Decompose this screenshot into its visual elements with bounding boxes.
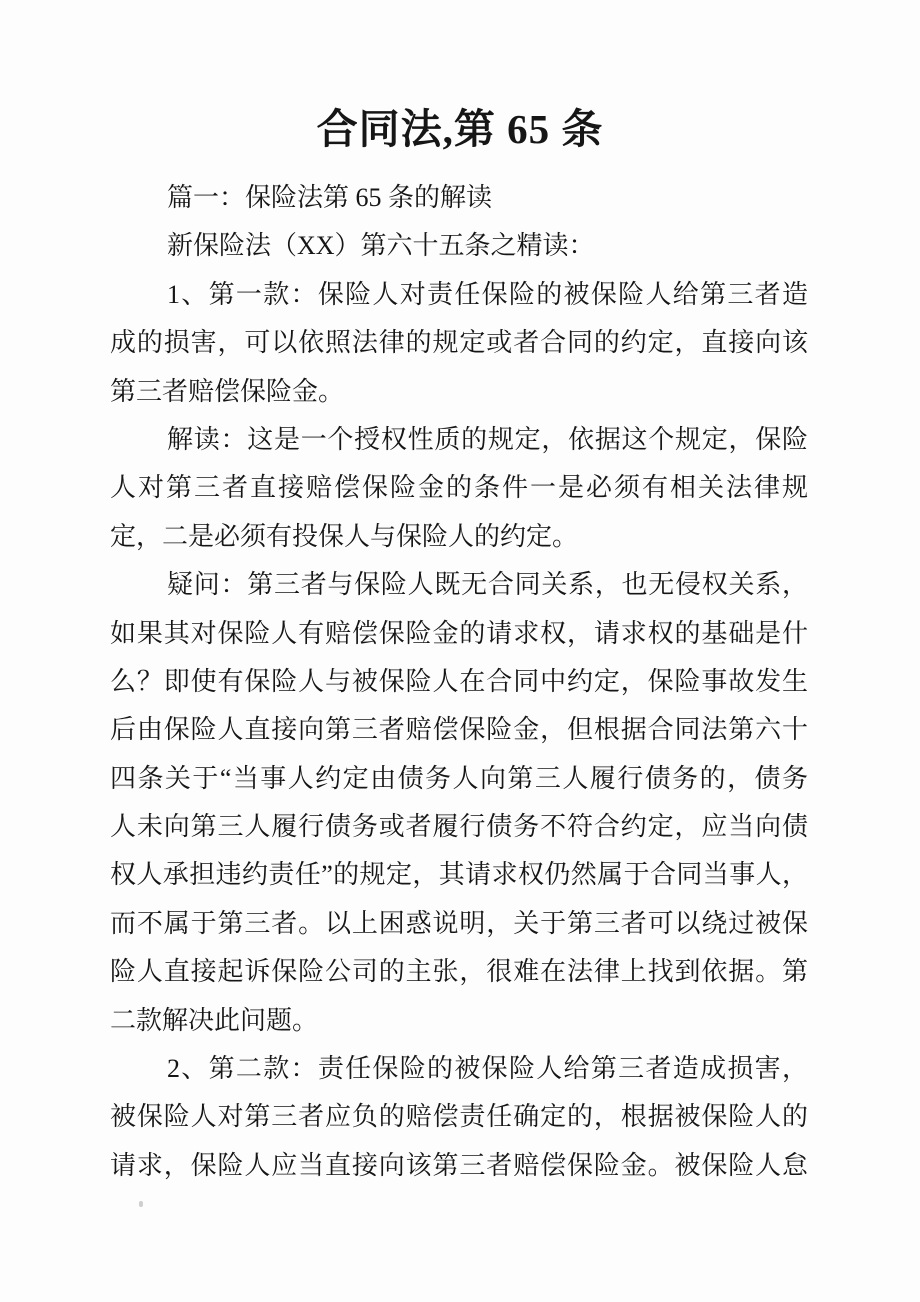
text-line: 第三者赔偿保险金。 (110, 376, 345, 406)
text-line: 如果其对保险人有赔偿保险金的请求权，请求权的基础是什 (110, 618, 808, 648)
paragraph (110, 271, 808, 416)
text-line: 定，二是必须有投保人与保险人的约定。 (110, 521, 579, 551)
paragraph (110, 222, 808, 270)
text-line: 解读：这是一个授权性质的规定，依据这个规定，保险 (167, 424, 808, 454)
text-line: 新保险法（XX）第六十五条之精读： (167, 231, 595, 261)
text-line: 疑问：第三者与保险人既无合同关系，也无侵权关系， (167, 570, 808, 600)
scan-artifact (139, 1201, 143, 1207)
document-title: 合同法,第 65 条 (316, 106, 604, 152)
paragraph (110, 416, 808, 561)
text-line: 成的损害，可以依照法律的规定或者合同的约定，直接向该 (110, 328, 808, 358)
text-line: 人对第三者直接赔偿保险金的条件一是必须有相关法律规 (110, 473, 808, 503)
text-line: 么？即使有保险人与被保险人在合同中约定，保险事故发生 (110, 666, 808, 696)
text-line: 而不属于第三者。以上困惑说明，关于第三者可以绕过被保 (110, 908, 808, 938)
text-line: 1、第一款：保险人对责任保险的被保险人给第三者造 (167, 279, 808, 309)
text-line: 被保险人对第三者应负的赔偿责任确定的，根据被保险人的 (110, 1102, 808, 1132)
paragraph (110, 561, 808, 1045)
text-line: 后由保险人直接向第三者赔偿保险金，但根据合同法第六十 (110, 715, 808, 745)
text-line: 二款解决此问题。 (110, 1005, 319, 1035)
text-line: 请求，保险人应当直接向该第三者赔偿保险金。被保险人怠 (110, 1150, 808, 1180)
text-line: 四条关于“当事人约定由债务人向第三人履行债务的，债务 (110, 763, 808, 793)
text-line: 2、第二款：责任保险的被保险人给第三者造成损害， (167, 1054, 808, 1084)
paragraph (110, 174, 808, 222)
text-line: 篇一：保险法第 65 条的解读 (167, 183, 493, 212)
text-line: 人未向第三人履行债务或者履行债务不符合约定，应当向债 (110, 812, 808, 842)
paragraph (110, 1045, 808, 1190)
document-body (110, 174, 808, 1190)
text-line: 险人直接起诉保险公司的主张，很难在法律上找到依据。第 (110, 957, 808, 987)
text-line: 权人承担违约责任”的规定，其请求权仍然属于合同当事人， (110, 860, 808, 890)
